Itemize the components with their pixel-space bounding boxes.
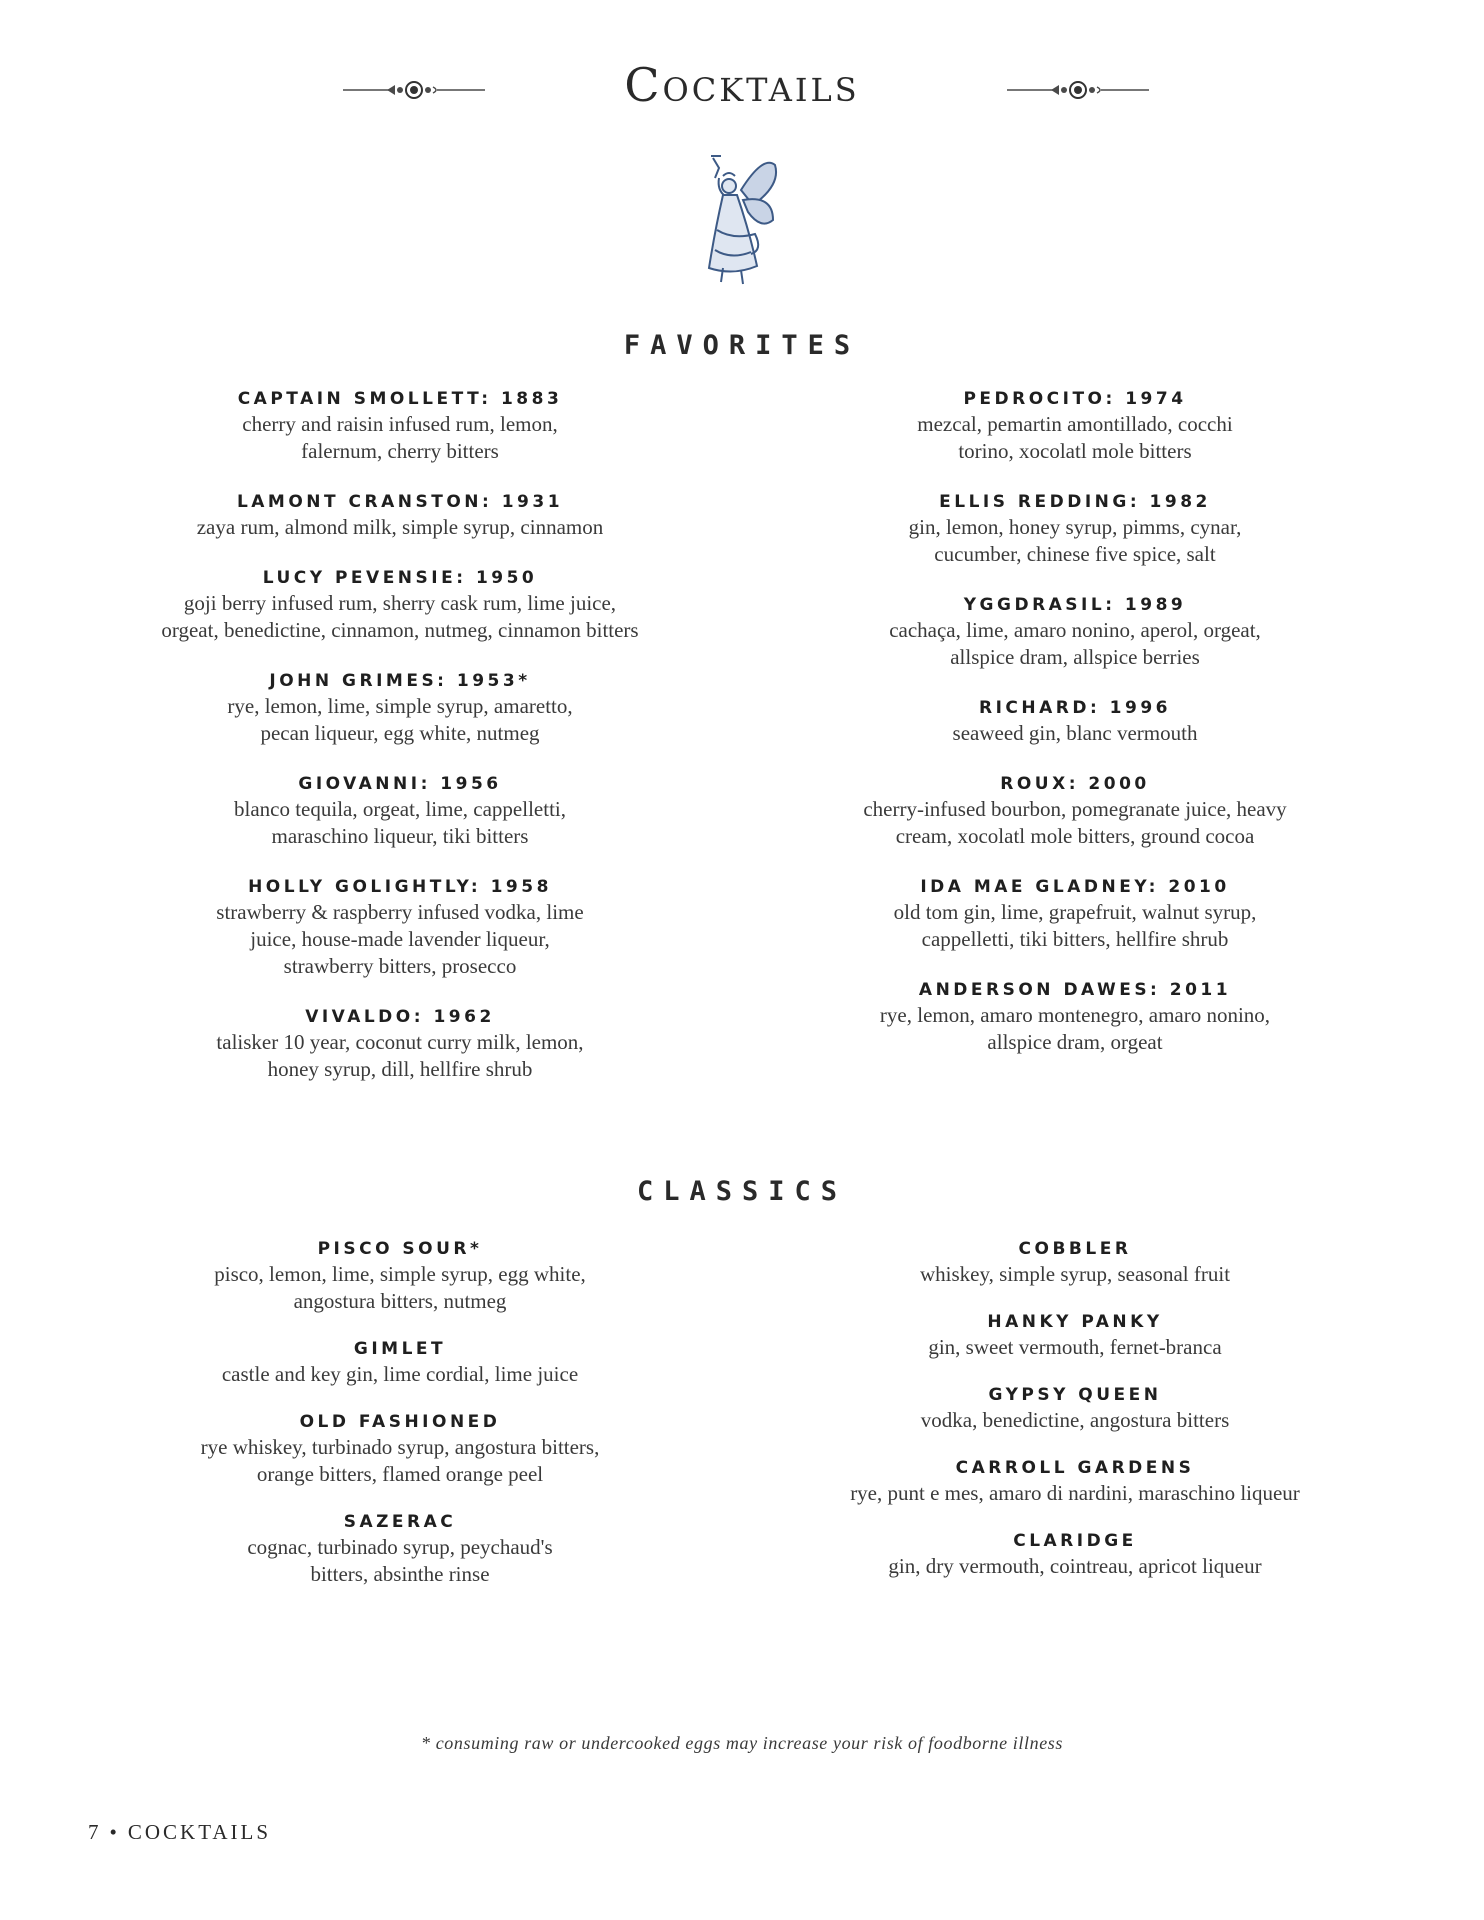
item-description: cherry-infused bourbon, pomegranate juice, heavy cream, xocolatl mole bitters, ground cocoa (863, 797, 1287, 848)
item-description: gin, lemon, honey syrup, pimms, cynar, cucumber, chinese five spice, salt (908, 515, 1242, 566)
item-description: cachaça, lime, amaro nonino, aperol, orgeat, allspice dram, allspice berries (889, 618, 1261, 669)
item-description: castle and key gin, lime cordial, lime juice (221, 1362, 579, 1386)
item-name: ELLIS REDDING: 1982 (939, 492, 1211, 512)
item-name: HOLLY GOLIGHTLY: 1958 (248, 877, 552, 897)
item-description: rye, punt e mes, amaro di nardini, maraschino liqueur (850, 1481, 1300, 1505)
item-name: JOHN GRIMES: 1953* (269, 671, 531, 691)
item-name: CAPTAIN SMOLLETT: 1883 (237, 389, 563, 409)
ornament-left-divider (343, 78, 485, 102)
item-name: GYPSY QUEEN (988, 1385, 1162, 1405)
classics-left-column (100, 1237, 700, 1610)
item-description: seaweed gin, blanc vermouth (952, 721, 1198, 745)
page-number: 7 (88, 1820, 102, 1844)
footer-section-label: COCKTAILS (127, 1820, 272, 1844)
menu-item (770, 696, 1380, 747)
menu-item (100, 875, 700, 980)
item-description: talisker 10 year, coconut curry milk, lemon, honey syrup, dill, hellfire shrub (216, 1030, 584, 1081)
item-description: strawberry & raspberry infused vodka, lime juice, house-made lavender liqueur, strawberry bitters, prosecco (216, 900, 584, 978)
menu-item (100, 387, 700, 465)
item-description: cherry and raisin infused rum, lemon, falernum, cherry bitters (242, 412, 558, 463)
item-description: pisco, lemon, lime, simple syrup, egg white, angostura bitters, nutmeg (214, 1262, 586, 1313)
menu-item (770, 875, 1380, 953)
menu-item (100, 772, 700, 850)
menu-item (100, 490, 700, 541)
ornament-right-divider (1007, 78, 1149, 102)
menu-item (100, 1237, 700, 1315)
menu-item (100, 1337, 700, 1388)
item-name: YGGDRASIL: 1989 (963, 595, 1187, 615)
item-description: blanco tequila, orgeat, lime, cappelletti, maraschino liqueur, tiki bitters (234, 797, 566, 848)
item-description: rye whiskey, turbinado syrup, angostura bitters, orange bitters, flamed orange peel (200, 1435, 600, 1486)
item-description: zaya rum, almond milk, simple syrup, cinnamon (196, 515, 604, 539)
menu-item (770, 1456, 1380, 1507)
menu-item (770, 1529, 1380, 1580)
item-description: vodka, benedictine, angostura bitters (920, 1408, 1230, 1432)
item-description: gin, dry vermouth, cointreau, apricot liqueur (888, 1554, 1262, 1578)
item-name: OLD FASHIONED (299, 1412, 501, 1432)
item-description: mezcal, pemartin amontillado, cocchi torino, xocolatl mole bitters (917, 412, 1233, 463)
classics-right-column (770, 1237, 1380, 1602)
item-name: ANDERSON DAWES: 2011 (918, 980, 1232, 1000)
item-name: IDA MAE GLADNEY: 2010 (920, 877, 1230, 897)
item-name: PEDROCITO: 1974 (963, 389, 1187, 409)
item-description: goji berry infused rum, sherry cask rum, lime juice, orgeat, benedictine, cinnamon, nutmeg, cinnamon bitters (161, 591, 639, 642)
item-description: old tom gin, lime, grapefruit, walnut syrup, cappelletti, tiki bitters, hellfire shrub (893, 900, 1257, 951)
menu-item (770, 593, 1380, 671)
menu-item (100, 1005, 700, 1083)
item-description: whiskey, simple syrup, seasonal fruit (919, 1262, 1231, 1286)
classics-heading: CLASSICS (636, 1176, 848, 1207)
item-description: rye, lemon, lime, simple syrup, amaretto, pecan liqueur, egg white, nutmeg (227, 694, 573, 745)
menu-item (100, 669, 700, 747)
item-description: rye, lemon, amaro montenegro, amaro nonino, allspice dram, orgeat (879, 1003, 1271, 1054)
menu-item (770, 1237, 1380, 1288)
menu-item (770, 1383, 1380, 1434)
page-footer (88, 1820, 271, 1845)
fairy-illustration (693, 150, 785, 290)
item-name: RICHARD: 1996 (978, 698, 1171, 718)
menu-item (100, 566, 700, 644)
item-name: LAMONT CRANSTON: 1931 (236, 492, 564, 512)
favorites-left-column (100, 387, 700, 1108)
raw-egg-footnote: * consuming raw or undercooked eggs may increase your risk of foodborne illness (421, 1733, 1063, 1753)
item-name: GIOVANNI: 1956 (298, 774, 502, 794)
favorites-right-column (770, 387, 1380, 1081)
item-name: ROUX: 2000 (1000, 774, 1150, 794)
item-description: cognac, turbinado syrup, peychaud's bitters, absinthe rinse (247, 1535, 553, 1586)
menu-item (770, 490, 1380, 568)
item-name: HANKY PANKY (987, 1312, 1163, 1332)
menu-item (770, 387, 1380, 465)
menu-item (770, 772, 1380, 850)
item-name: CLARIDGE (1013, 1531, 1137, 1551)
page-title: Cocktails (624, 58, 860, 112)
menu-item (770, 978, 1380, 1056)
menu-item (100, 1510, 700, 1588)
footer-separator: • (109, 1820, 120, 1844)
menu-item (100, 1410, 700, 1488)
favorites-heading: FAVORITES (623, 330, 861, 361)
menu-item (770, 1310, 1380, 1361)
item-name: LUCY PEVENSIE: 1950 (262, 568, 538, 588)
item-name: CARROLL GARDENS (955, 1458, 1195, 1478)
item-name: SAZERAC (343, 1512, 457, 1532)
item-name: GIMLET (353, 1339, 447, 1359)
item-name: COBBLER (1018, 1239, 1132, 1259)
item-name: VIVALDO: 1962 (305, 1007, 495, 1027)
item-name: PISCO SOUR* (317, 1239, 483, 1259)
item-description: gin, sweet vermouth, fernet-branca (928, 1335, 1222, 1359)
